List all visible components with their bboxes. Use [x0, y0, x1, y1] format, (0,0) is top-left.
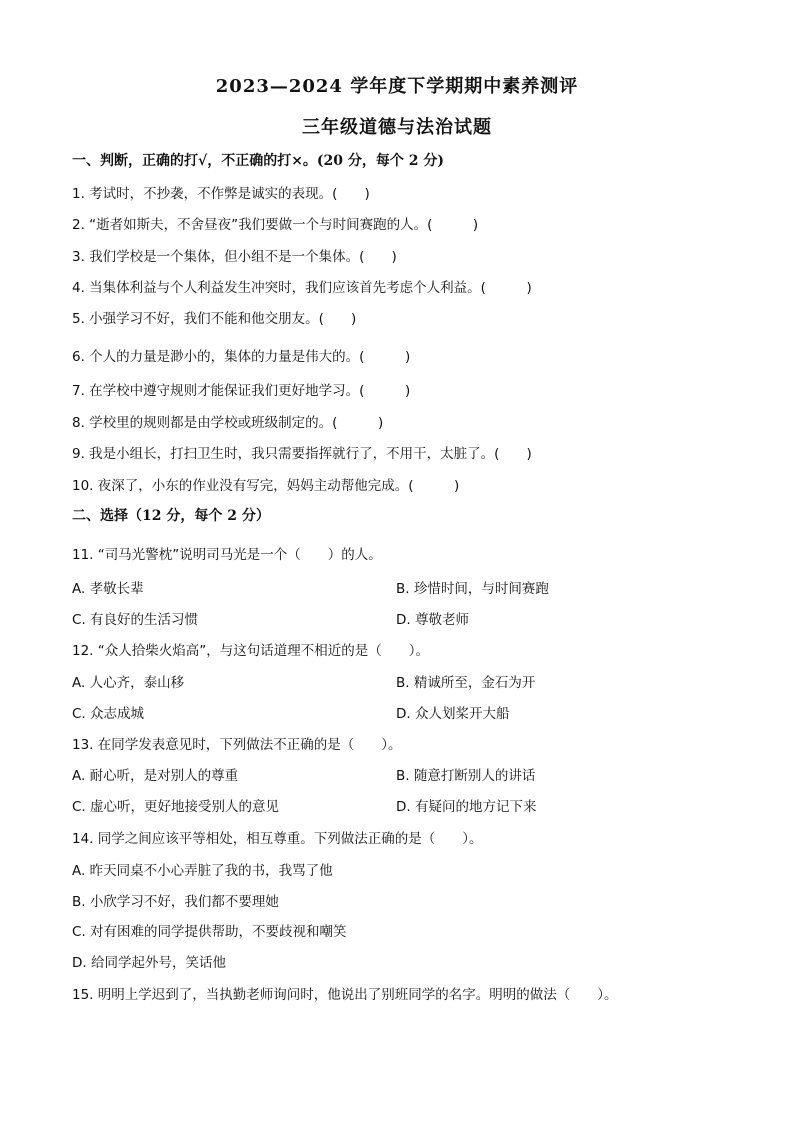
- choice-question-11: 11. “司马光警枕”说明司马光是一个（ ）的人。: [72, 547, 382, 563]
- option-11-b: B. 珍惜时间，与时间赛跑: [396, 581, 549, 597]
- judgment-item-9: 9. 我是小组长，打扫卫生时，我只需要指挥就行了，不用干，太脏了。( ): [72, 446, 532, 462]
- choice-question-15: 15. 明明上学迟到了，当执勤老师询问时，他说出了别班同学的名字。明明的做法（ ）。: [72, 987, 618, 1003]
- option-12-d: D. 众人划桨开大船: [396, 706, 510, 722]
- exam-subtitle: 三年级道德与法治试题: [302, 117, 492, 138]
- option-12-a: A. 人心齐，泰山移: [72, 675, 185, 691]
- option-12-c: C. 众志成城: [72, 706, 145, 722]
- judgment-item-4: 4. 当集体利益与个人利益发生冲突时，我们应该首先考虑个人利益。( ): [72, 280, 532, 296]
- choice-question-12: 12. “众人拾柴火焰高”，与这句话道理不相近的是（ ）。: [72, 643, 429, 659]
- option-13-c: C. 虚心听，更好地接受别人的意见: [72, 799, 280, 815]
- option-14-d: D. 给同学起外号，笑话他: [72, 955, 226, 971]
- judgment-item-10: 10. 夜深了，小东的作业没有写完，妈妈主动帮他完成。( ): [72, 478, 460, 494]
- option-14-c: C. 对有困难的同学提供帮助，不要歧视和嘲笑: [72, 924, 347, 940]
- choice-question-13: 13. 在同学发表意见时，下列做法不正确的是（ ）。: [72, 737, 402, 753]
- section-1-heading: 一、判断，正确的打√，不正确的打×。(20 分，每个 2 分): [72, 153, 445, 169]
- section-2-heading: 二、选择（12 分，每个 2 分）: [72, 508, 270, 524]
- judgment-item-6: 6. 个人的力量是渺小的，集体的力量是伟大的。( ): [72, 349, 411, 365]
- choice-question-14: 14. 同学之间应该平等相处，相互尊重。下列做法正确的是（ ）。: [72, 831, 483, 847]
- option-14-a: A. 昨天同桌不小心弄脏了我的书，我骂了他: [72, 863, 333, 879]
- option-12-b: B. 精诚所至，金石为开: [396, 675, 536, 691]
- option-13-d: D. 有疑问的地方记下来: [396, 799, 537, 815]
- option-11-c: C. 有良好的生活习惯: [72, 612, 199, 628]
- option-11-a: A. 孝敬长辈: [72, 581, 144, 597]
- judgment-item-2: 2. “逝者如斯夫，不舍昼夜”我们要做一个与时间赛跑的人。( ): [72, 217, 479, 233]
- option-13-b: B. 随意打断别人的讲话: [396, 768, 536, 784]
- judgment-item-5: 5. 小强学习不好，我们不能和他交朋友。( ): [72, 311, 357, 327]
- option-14-b: B. 小欣学习不好，我们都不要理她: [72, 894, 279, 910]
- option-11-d: D. 尊敬老师: [396, 612, 469, 628]
- judgment-item-7: 7. 在学校中遵守规则才能保证我们更好地学习。( ): [72, 383, 411, 399]
- judgment-item-1: 1. 考试时，不抄袭，不作弊是诚实的表现。( ): [72, 186, 370, 202]
- option-13-a: A. 耐心听，是对别人的尊重: [72, 768, 239, 784]
- exam-title: 2023—2024 学年度下学期期中素养测评: [215, 76, 579, 97]
- judgment-item-8: 8. 学校里的规则都是由学校或班级制定的。( ): [72, 415, 384, 431]
- judgment-item-3: 3. 我们学校是一个集体，但小组不是一个集体。( ): [72, 249, 397, 265]
